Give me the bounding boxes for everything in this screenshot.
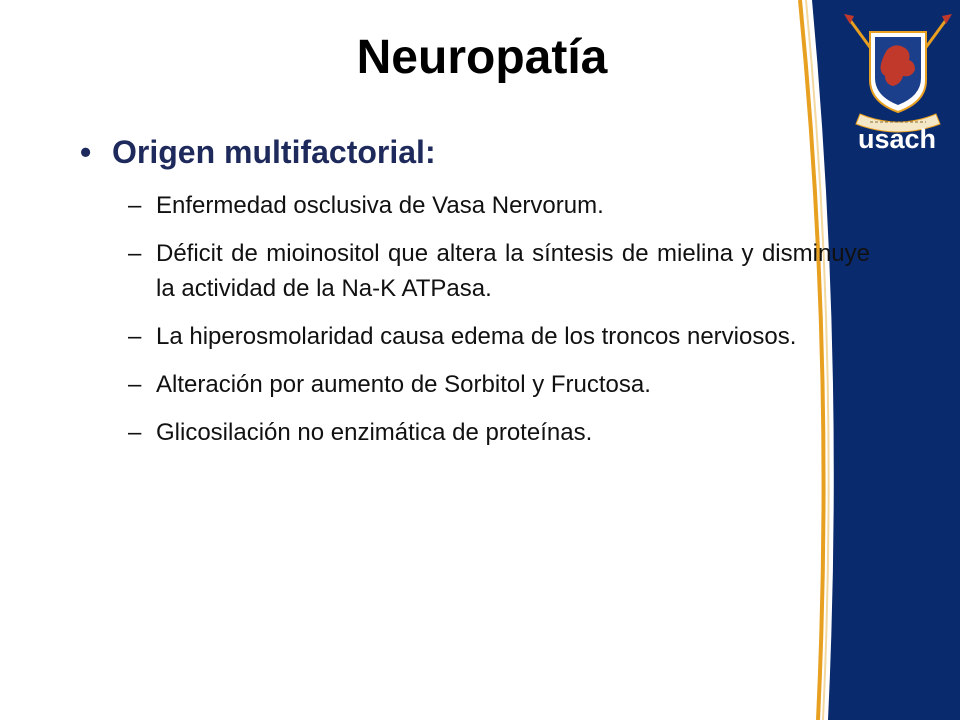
slide-content [80, 132, 870, 463]
list-item-text: Glicosilación no enzimática de proteínas. [156, 419, 593, 446]
dash-marker: – [128, 192, 142, 219]
list-item [80, 319, 870, 354]
list-item [80, 367, 870, 402]
list-item-text: Alteración por aumento de Sorbitol y Fructosa. [156, 371, 651, 398]
list-item [80, 188, 870, 223]
dash-marker: – [128, 323, 142, 350]
slide-title: Neuropatía [356, 31, 608, 84]
dash-marker: – [128, 240, 142, 267]
list-item-text: Déficit de mioinositol que altera la síntesis de mielina y disminuye la actividad de la Na-K ATPasa. [156, 240, 870, 302]
logo-wordmark: usach [857, 124, 937, 154]
dash-marker: – [128, 419, 142, 446]
list-item-text: La hiperosmolaridad causa edema de los troncos nerviosos. [156, 323, 797, 350]
main-bullet-label: Origen multifactorial: [112, 134, 436, 170]
main-bullet [80, 132, 870, 172]
list-item-text: Enfermedad osclusiva de Vasa Nervorum. [156, 192, 604, 219]
sub-bullet-list [80, 188, 870, 450]
list-item [80, 236, 870, 306]
list-item [80, 415, 870, 450]
bullet-marker: • [80, 134, 92, 170]
dash-marker: – [128, 371, 142, 398]
